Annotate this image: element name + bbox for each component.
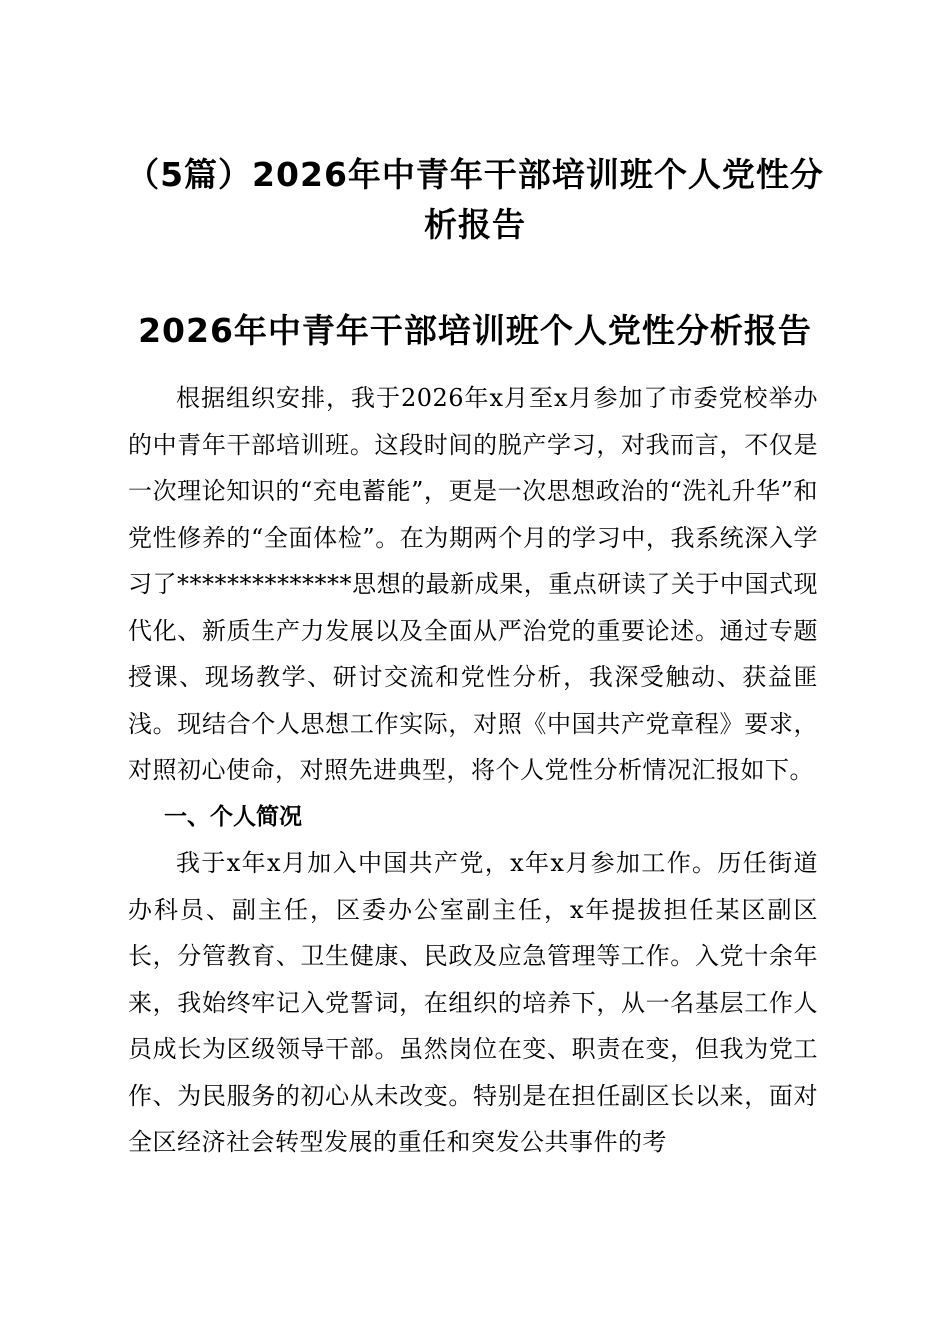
section-heading-personal-profile: 一、个人简况 [164,803,302,830]
personal-profile-paragraph: 我于x年x月加入中国共产党，x年x月参加工作。历任街道办科员、副主任，区委办公室副主任，x年提拔担任某区副区长，分管教育、卫生健康、民政及应急管理等工作。入党十余年来，我始终牢记入党誓词，在组织的培养下，从一名基层工作人员成长为区级领导干部。虽然岗位在变、职责在变，但我为党工作、为民服务的初心从未改变。特别是在担任副区长以来，面对全区经济社会转型发展的重任和突发公共事件的考 [128,849,818,1156]
document-sub-title: 2026年中青年干部培训班个人党性分析报告 [138,311,812,350]
document-body [128,375,818,1166]
document-main-title: （5篇）2026年中青年干部培训班个人党性分析报告 [126,155,824,244]
intro-paragraph: 根据组织安排，我于2026年x月至x月参加了市委党校举办的中青年干部培训班。这段时间的脱产学习，对我而言，不仅是一次理论知识的“充电蓄能”，更是一次思想政治的“洗礼升华”和党性修养的“全面体检”。在为期两个月的学习中，我系统深入学习了**************思想的最新成果，重点研读了关于中国式现代化、新质生产力发展以及全面从严治党的重要论述。通过专题授课、现场教学、研讨交流和党性分析，我深受触动、获益匪浅。现结合个人思想工作实际，对照《中国共产党章程》要求，对照初心使命，对照先进典型，将个人党性分析情况汇报如下。 [128,384,818,784]
